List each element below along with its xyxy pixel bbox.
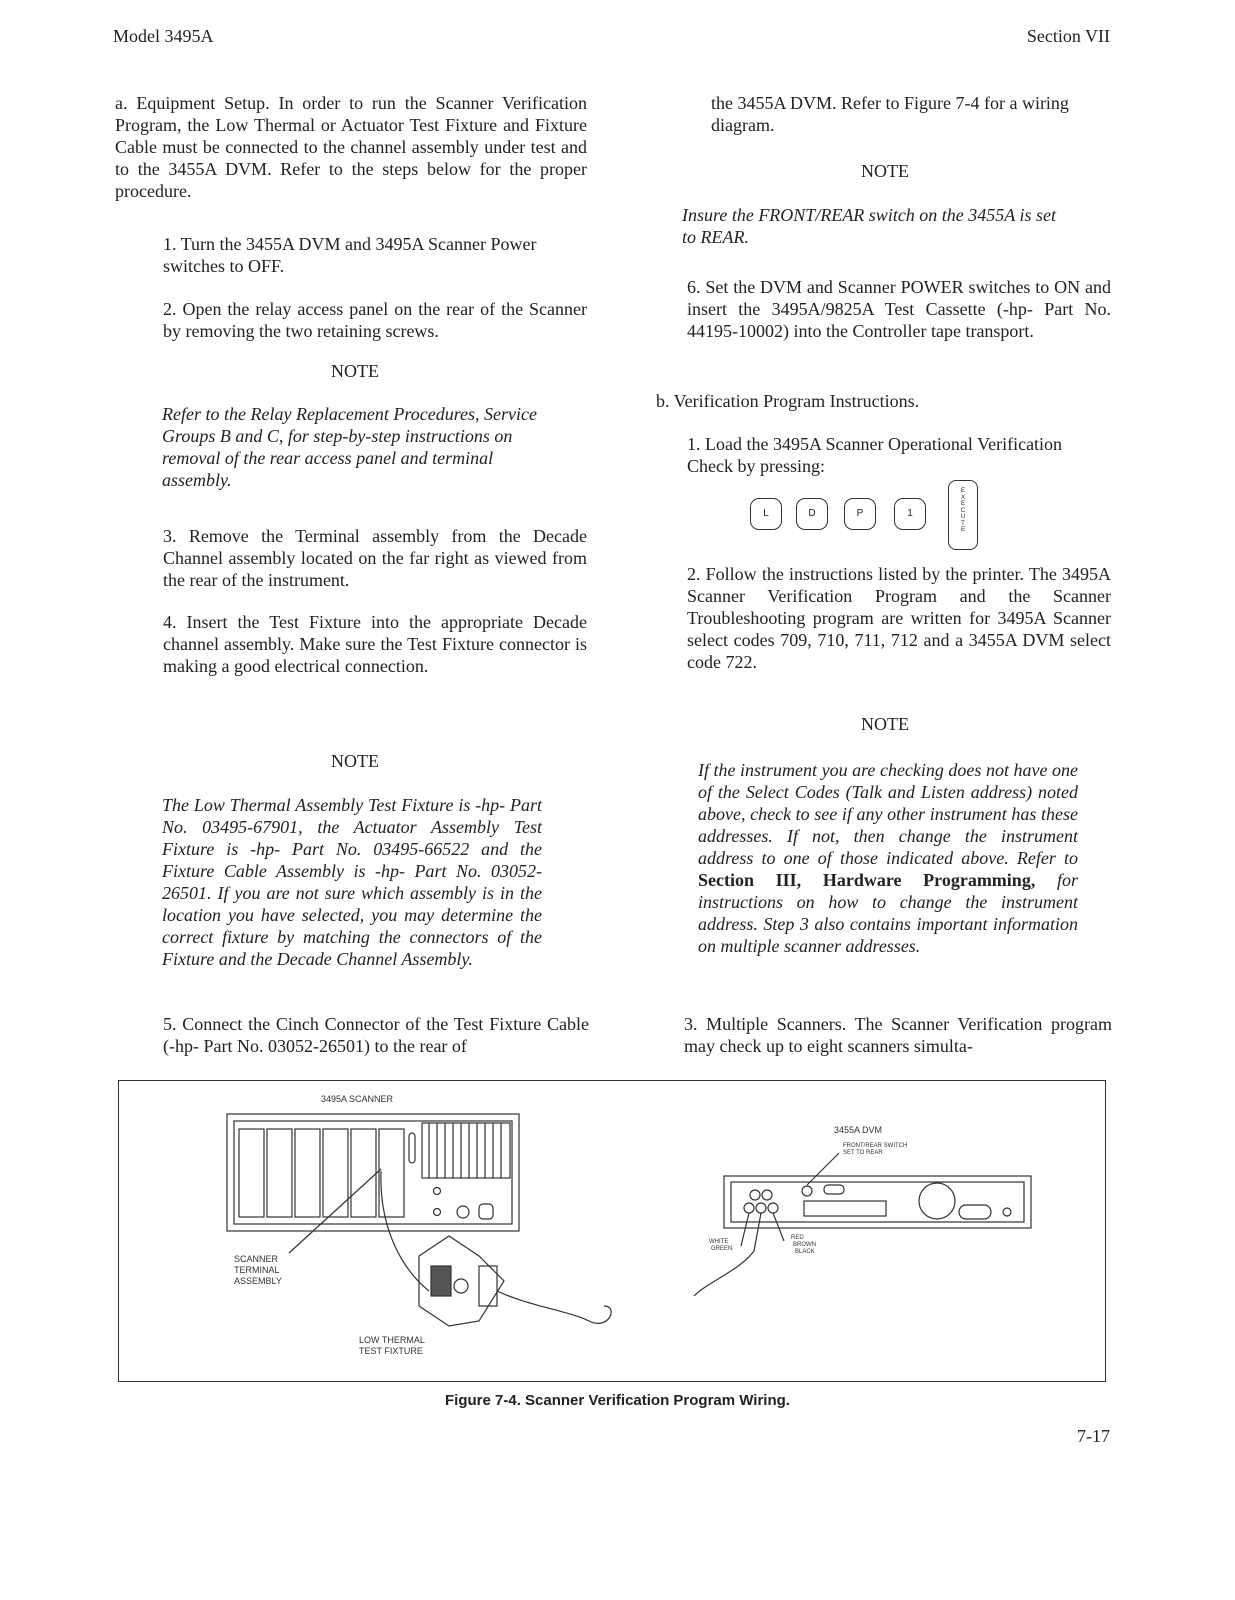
wire-label-black: BLACK — [795, 1249, 815, 1255]
terminal-label-2: TERMINAL — [234, 1265, 280, 1275]
low-thermal-fixture — [419, 1236, 611, 1326]
continued-paragraph: the 3455A DVM. Refer to Figure 7-4 for a wiring diagram. — [711, 93, 1069, 135]
note-heading-2: NOTE — [331, 751, 379, 771]
fixture-label-2: TEST FIXTURE — [359, 1346, 423, 1356]
fixture-label-1: LOW THERMAL — [359, 1335, 425, 1345]
b-step-1: 1. Load the 3495A Scanner Operational Verification Check by pressing: — [687, 434, 1063, 476]
note-heading-4: NOTE — [861, 714, 909, 734]
dvm-rear-panel — [694, 1153, 1031, 1296]
switch-label-1: FRONT/REAR SWITCH — [843, 1143, 908, 1149]
switch-label-2: SET TO REAR — [843, 1150, 883, 1156]
wire-label-white: WHITE — [709, 1239, 729, 1245]
section-reference: Section III, Hardware Programming, — [698, 870, 1036, 890]
note-text-4: If the instrument you are checking does not have one of the Select Codes (Talk and Listen address) noted above, check to see if any other instrument has these addresses. If not, then change the instrument address to one of those indicated above. Refer to Section III, Hardware Programming, for instructions on how to change the instrument address. Step 3 also contains important information on multiple scanner addresses. — [698, 760, 1079, 956]
wiring-figure — [118, 1080, 1106, 1382]
key-d: D — [796, 498, 828, 530]
wire-label-red: RED — [791, 1235, 804, 1241]
note-heading-3: NOTE — [861, 161, 909, 181]
terminal-label-3: ASSEMBLY — [234, 1276, 282, 1286]
step-1: 1. Turn the 3455A DVM and 3495A Scanner Power switches to OFF. — [163, 234, 537, 276]
terminal-label-1: SCANNER — [234, 1254, 279, 1264]
wire-label-green: GREEN — [711, 1246, 733, 1252]
key-execute: E X E C U T E — [948, 480, 978, 550]
figure-caption: Figure 7-4. Scanner Verification Program Wiring. — [445, 1392, 790, 1409]
step-6: 6. Set the DVM and Scanner POWER switches to ON and insert the 3495A/9825A Test Cassette (-hp- Part No. 44195-10002) into the Controller tape transport. — [687, 277, 1111, 341]
b-step-3: 3. Multiple Scanners. The Scanner Verification program may check up to eight scanners simulta- — [684, 1014, 1112, 1056]
scanner-label: 3495A SCANNER — [321, 1094, 394, 1104]
verification-instructions-heading: b. Verification Program Instructions. — [656, 391, 920, 411]
keystroke-sequence — [744, 480, 984, 552]
dvm-label: 3455A DVM — [834, 1125, 883, 1135]
note-text-2: The Low Thermal Assembly Test Fixture is -hp- Part No. 03495-67901, the Actuator Assembly Test Fixture is -hp- Part No. 03495-66522 and the Fixture Cable Assembly is -hp- Part No. 03052-26501. If you are not sure which assembly is in the location you have selected, you may determine the correct fixture by matching the connectors of the Fixture and the Decade Channel Assembly. — [162, 795, 542, 969]
section-header: Section VII — [1026, 26, 1110, 46]
key-p: P — [844, 498, 876, 530]
note-text-3: Insure the FRONT/REAR switch on the 3455A is set to REAR. — [682, 205, 1056, 247]
key-l: L — [750, 498, 782, 530]
step-2: 2. Open the relay access panel on the rear of the Scanner by removing the two retaining screws. — [163, 299, 587, 341]
page-number: 7-17 — [1077, 1426, 1110, 1446]
wiring-diagram — [119, 1081, 1104, 1381]
step-3: 3. Remove the Terminal assembly from the Decade Channel assembly located on the far right as viewed from the rear of the instrument. — [163, 526, 587, 590]
model-header: Model 3495A — [113, 26, 214, 46]
equipment-setup-paragraph: a. Equipment Setup. In order to run the Scanner Verification Program, the Low Thermal or Actuator Test Fixture and Fixture Cable must be connected to the channel assembly under test and to the 3455A DVM. Refer to the steps below for the proper procedure. — [115, 93, 587, 201]
key-1: 1 — [894, 498, 926, 530]
step-4: 4. Insert the Test Fixture into the appropriate Decade channel assembly. Make sure the Test Fixture connector is making a good electrical connection. — [163, 612, 587, 676]
wire-label-brown: BROWN — [793, 1242, 816, 1248]
note-text-1: Refer to the Relay Replacement Procedures, Service Groups B and C, for step-by-step instructions on removal of the rear access panel and terminal assembly. — [162, 404, 538, 490]
b-step-2: 2. Follow the instructions listed by the printer. The 3495A Scanner Verification Program and the Scanner Troubleshooting program are written for 3495A Scanner select codes 709, 710, 711, 712 and a 3455A DVM select code 722. — [687, 564, 1111, 672]
step-5: 5. Connect the Cinch Connector of the Test Fixture Cable (-hp- Part No. 03052-26501) to the rear of — [163, 1014, 589, 1056]
note-heading-1: NOTE — [331, 361, 379, 381]
